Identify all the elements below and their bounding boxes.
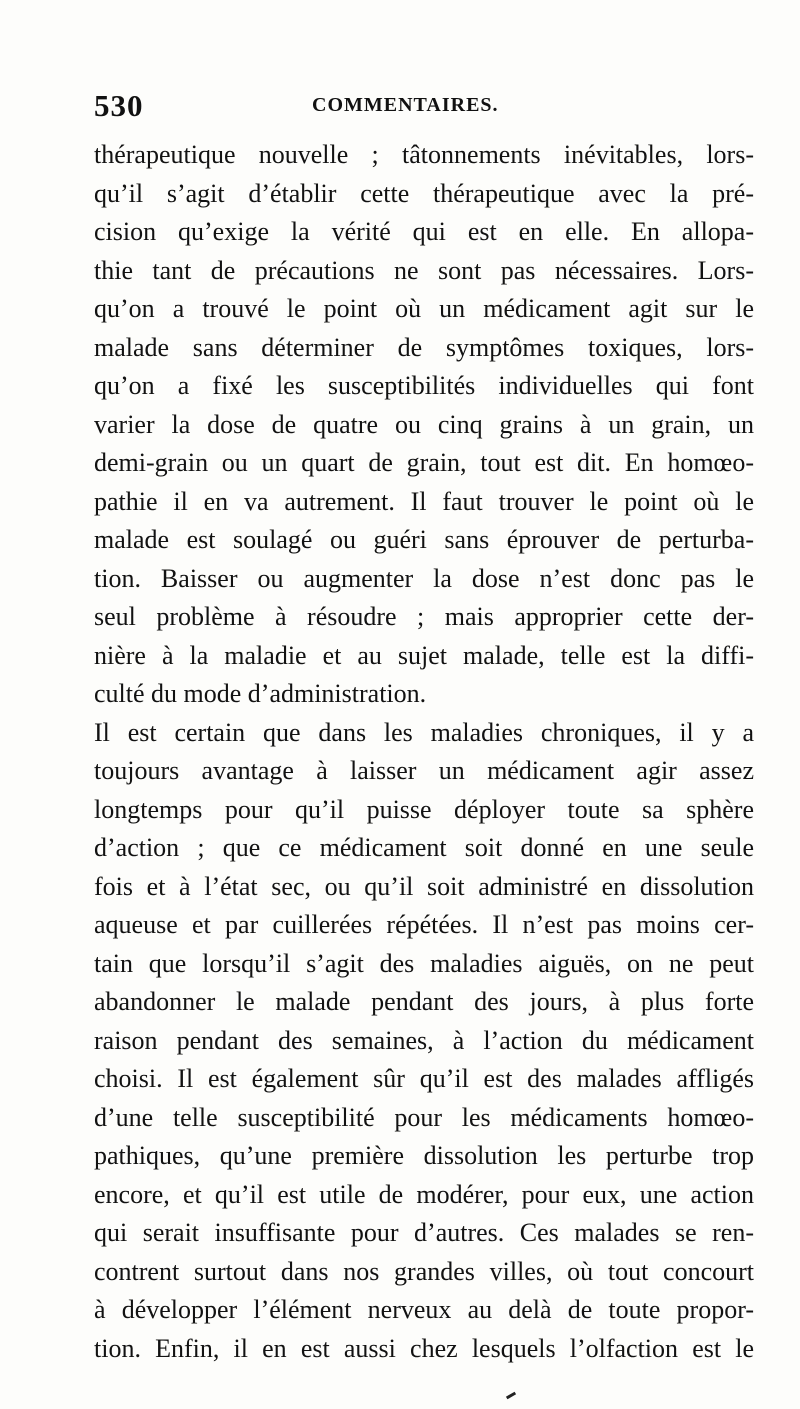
- text-line: abandonner le malade pendant des jours, à plus forte: [94, 987, 754, 1016]
- text-line: malade est soulagé ou guéri sans éprouver de perturba-: [94, 525, 754, 554]
- text-line: d’une telle susceptibilité pour les médicaments homœo-: [94, 1102, 754, 1132]
- text-line: à développer l’élément nerveux au delà de toute propor-: [94, 1295, 754, 1324]
- text-line: fois et à l’état sec, ou qu’il soit administré en dissolution: [94, 871, 754, 901]
- text-line: qu’on a fixé les susceptibilités individuelles qui font: [94, 371, 754, 400]
- text-line: qu’il s’agit d’établir cette thérapeutique avec la pré-: [94, 178, 754, 208]
- text-line: pathiques, qu’une première dissolution les perturbe trop: [94, 1141, 754, 1170]
- text-line: nière à la maladie et au sujet malade, telle est la diffi-: [94, 640, 754, 670]
- text-line: tion. Enfin, il en est aussi chez lesquels l’olfaction est le: [94, 1333, 754, 1363]
- page-number: 530: [94, 88, 144, 123]
- text-line: demi-grain ou un quart de grain, tout est dit. En homœo-: [94, 448, 754, 477]
- text-line: qu’on a trouvé le point où un médicament agit sur le: [94, 294, 754, 323]
- text-line: toujours avantage à laisser un médicament agir assez: [94, 756, 754, 785]
- text-line: choisi. Il est également sûr qu’il est des malades affligés: [94, 1064, 754, 1093]
- text-line: raison pendant des semaines, à l’action du médicament: [94, 1025, 754, 1055]
- text-line: d’action ; que ce médicament soit donné en une seule: [94, 833, 754, 862]
- text-line: qui serait insuffisante pour d’autres. Ces malades se ren-: [94, 1218, 754, 1247]
- text-line: Il est certain que dans les maladies chroniques, il y a: [94, 717, 754, 747]
- text-line: tain que lorsqu’il s’agit des maladies aiguës, on ne peut: [94, 948, 754, 978]
- text-line: thérapeutique nouvelle ; tâtonnements inévitables, lors-: [94, 140, 754, 169]
- text-line: tion. Baisser ou augmenter la dose n’est donc pas le: [94, 563, 754, 593]
- text-line: contrent surtout dans nos grandes villes, où tout concourt: [94, 1256, 754, 1286]
- ink-mark: [506, 1392, 516, 1400]
- running-title: COMMENTAIRES.: [312, 94, 499, 116]
- text-line: culté du mode d’administration.: [94, 679, 427, 708]
- text-line: cision qu’exige la vérité qui est en elle. En allopa-: [94, 217, 754, 246]
- text-line: thie tant de précautions ne sont pas nécessaires. Lors-: [94, 255, 754, 285]
- text-line: seul problème à résoudre ; mais approprier cette der-: [94, 602, 754, 631]
- text-line: varier la dose de quatre ou cinq grains à un grain, un: [94, 409, 754, 439]
- text-line: malade sans déterminer de symptômes toxiques, lors-: [94, 332, 754, 362]
- text-line: encore, et qu’il est utile de modérer, pour eux, une action: [94, 1179, 754, 1209]
- text-line: longtemps pour qu’il puisse déployer toute sa sphère: [94, 794, 754, 824]
- running-head: [94, 88, 754, 128]
- body-text: [94, 136, 754, 1368]
- text-line: pathie il en va autrement. Il faut trouver le point où le: [94, 486, 754, 516]
- text-line: aqueuse et par cuillerées répétées. Il n’est pas moins cer-: [94, 910, 754, 939]
